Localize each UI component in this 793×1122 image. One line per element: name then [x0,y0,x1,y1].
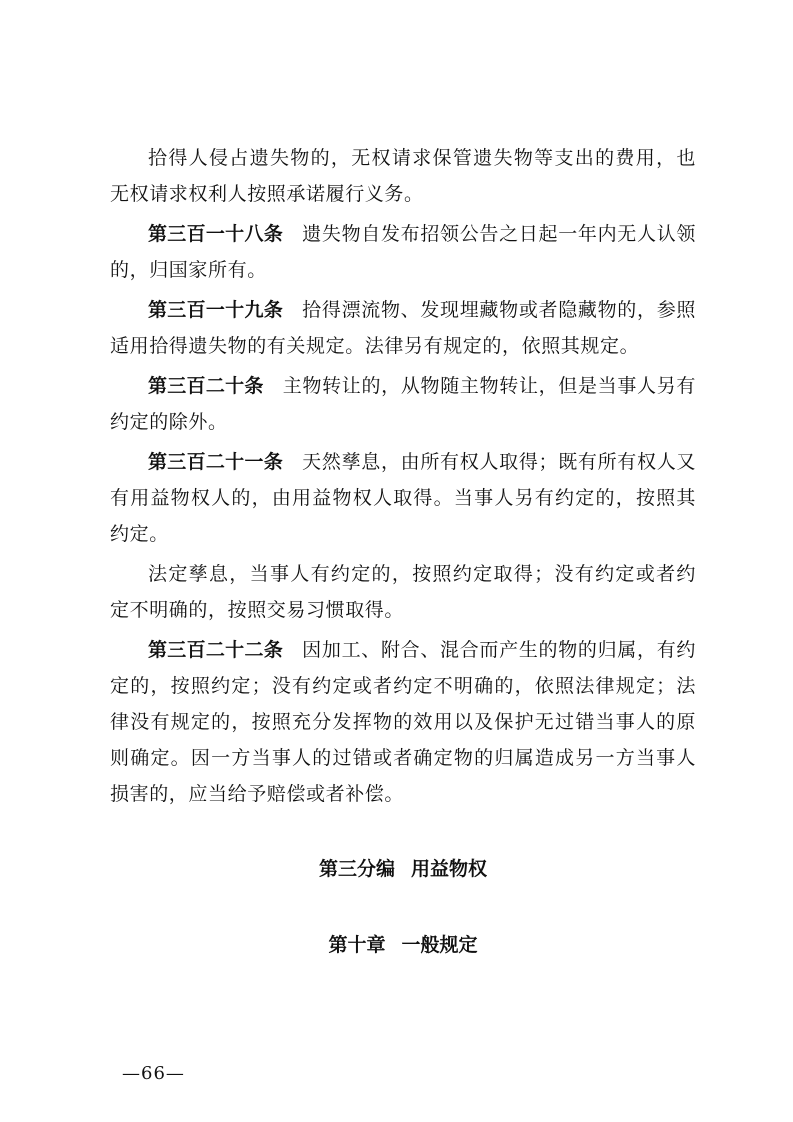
part-heading [110,854,696,884]
document-body [110,140,696,960]
article-number: 第三百一十九条 [148,299,284,321]
part-title: 用益物权 [411,858,488,880]
article-320 [110,368,696,440]
article-text: 遗失物自发布招领公告之日起一年内无人认领的，归国家所有。 [110,223,696,281]
article-number: 第三百二十条 [148,375,264,397]
article-text: 主物转让的，从物随主物转让，但是当事人另有约定的除外。 [110,375,696,433]
article-text: 拾得漂流物、发现埋藏物或者隐藏物的，参照适用拾得遗失物的有关规定。法律另有规定的，依照其规定。 [110,299,696,357]
article-318 [110,216,696,288]
article-321 [110,444,696,552]
article-text: 天然孳息，由所有权人取得；既有所有权人又有用益物权人的，由用益物权人取得。当事人另有约定的，按照其约定。 [110,451,696,545]
paragraph-text: 法定孳息，当事人有约定的，按照约定取得；没有约定或者约定不明确的，按照交易习惯取得。 [110,563,696,621]
paragraph-legal-fruits [110,556,696,628]
article-322 [110,632,696,812]
chapter-heading [110,930,696,960]
article-text: 因加工、附合、混合而产生的物的归属，有约定的，按照约定；没有约定或者约定不明确的，依照法律规定；法律没有规定的，按照充分发挥物的效用以及保护无过错当事人的原则确定。因一方当事人的过错或者确定物的归属造成另一方当事人损害的，应当给予赔偿或者补偿。 [110,639,696,805]
paragraph-lost-property-occupation [110,140,696,212]
article-319 [110,292,696,364]
chapter-label: 第十章 [328,934,386,956]
part-label: 第三分编 [318,858,395,880]
paragraph-text: 拾得人侵占遗失物的，无权请求保管遗失物等支出的费用，也无权请求权利人按照承诺履行义务。 [110,147,696,205]
article-number: 第三百一十八条 [148,223,284,245]
page-number: —66— [122,1063,185,1084]
chapter-title: 一般规定 [401,934,478,956]
article-number: 第三百二十二条 [148,639,284,661]
article-number: 第三百二十一条 [148,451,284,473]
